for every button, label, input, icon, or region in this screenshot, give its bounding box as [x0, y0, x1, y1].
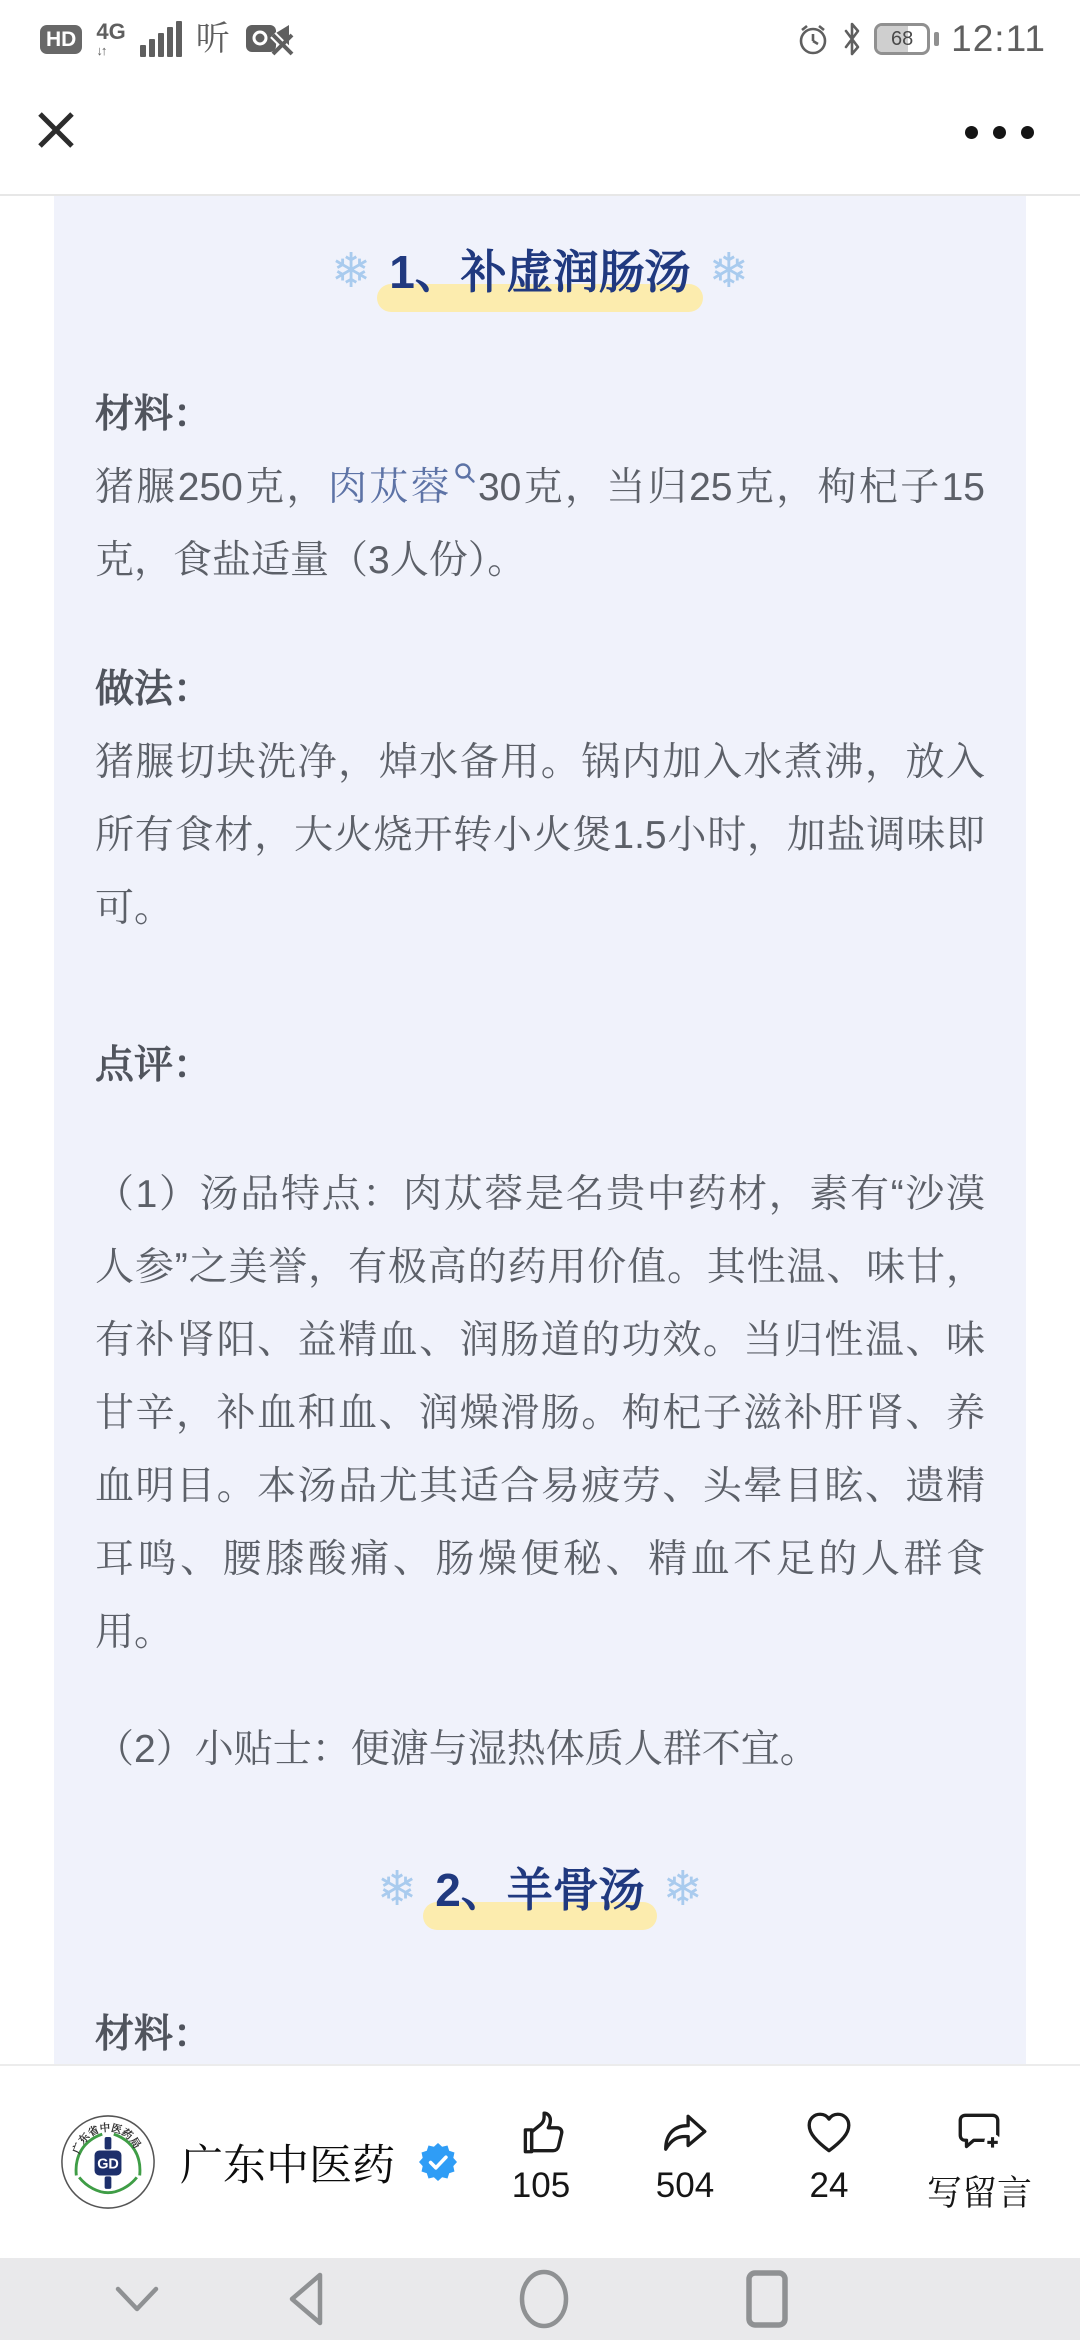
battery-indicator	[874, 23, 930, 55]
snowflake-icon: ❄	[376, 1863, 418, 1916]
herb-link[interactable]: 肉苁蓉	[327, 466, 452, 509]
more-menu-icon[interactable]	[965, 126, 1034, 139]
materials-heading-2: 材料：	[95, 2013, 213, 2056]
alarm-icon	[796, 22, 830, 56]
comment-label: 写留言	[926, 2174, 1032, 2213]
method-heading: 做法：	[95, 668, 213, 711]
heart-icon	[804, 2108, 854, 2158]
share-count: 504	[655, 2166, 715, 2205]
snowflake-icon: ❄	[330, 245, 372, 298]
account-row[interactable]	[60, 2114, 457, 2210]
recipe-title-2: 2、羊骨汤	[435, 1860, 645, 1920]
camera-muted-icon	[244, 20, 294, 58]
data-arrows-icon: ↓↑	[96, 43, 106, 58]
article-content	[54, 196, 1026, 2064]
navigation-bar	[0, 2258, 1080, 2340]
like-count: 105	[511, 2166, 571, 2205]
materials-text-post: 30克，当归25克，枸杞子15克，食盐适量（3人份）。	[95, 466, 985, 582]
network-type-indicator	[96, 21, 125, 57]
hide-navbar-chevron-icon[interactable]	[112, 2284, 162, 2314]
like-button[interactable]	[495, 2108, 587, 2216]
recipe-title-1: 1、补虚润肠汤	[389, 242, 691, 302]
method-paragraph: 猪𦟌切块洗净，焯水备用。锅内加入水煮沸，放入所有食材，大火烧开转小火煲1.5小时，加盐调味即可。	[95, 741, 985, 930]
snowflake-icon: ❄	[662, 1863, 704, 1916]
recents-icon[interactable]	[744, 2268, 790, 2330]
close-icon[interactable]	[34, 108, 78, 152]
favorite-count: 24	[809, 2166, 849, 2205]
comment-button[interactable]	[927, 2108, 1032, 2216]
network-label: 4G	[96, 19, 126, 44]
search-icon[interactable]	[454, 462, 476, 484]
account-name[interactable]: 广东中医药	[180, 2141, 395, 2190]
logo-monogram: GD	[97, 2156, 119, 2173]
favorite-button[interactable]	[783, 2108, 875, 2216]
snowflake-icon: ❄	[708, 245, 750, 298]
review-paragraph-2: （2）小贴士：便溏与湿热体质人群不宜。	[95, 1728, 819, 1771]
thumbs-up-icon	[516, 2108, 566, 2158]
materials-heading-1: 材料：	[95, 393, 213, 436]
comment-bubble-icon	[954, 2108, 1004, 2158]
verified-badge-icon	[419, 2143, 457, 2181]
battery-percent: 68	[891, 27, 914, 50]
account-logo	[60, 2114, 156, 2210]
review-heading: 点评：	[95, 1044, 213, 1087]
materials-text-pre: 猪𦟌250克，	[95, 466, 328, 509]
share-arrow-icon	[660, 2108, 710, 2158]
battery-nub	[934, 32, 939, 46]
bottom-action-bar	[0, 2064, 1080, 2258]
logo-arc-text: 广东省中医药局	[70, 2121, 143, 2156]
earpiece-mode-icon: 听	[195, 20, 230, 58]
status-bar	[0, 0, 1080, 64]
section-title-2	[95, 1860, 985, 1920]
share-button[interactable]	[639, 2108, 731, 2216]
home-icon[interactable]	[517, 2268, 571, 2330]
hd-voice-icon: HD	[40, 25, 82, 54]
back-icon[interactable]	[285, 2270, 327, 2328]
materials-paragraph-1	[95, 451, 985, 597]
bluetooth-icon	[842, 22, 862, 56]
status-time: 12:11	[951, 18, 1046, 59]
review-paragraph-1: （1）汤品特点：肉苁蓉是名贵中药材，素有“沙漠人参”之美誉，有极高的药用价值。其性温、味甘，有补肾阳、益精血、润肠道的功效。当归性温、味甘辛，补血和血、润燥滑肠。枸杞子滋补肝肾、养血明目。本汤品尤其适合易疲劳、头晕目眩、遗精耳鸣、腰膝酸痛、肠燥便秘、精血不足的人群食用。	[95, 1173, 985, 1654]
signal-strength-icon	[140, 21, 182, 57]
section-title-1	[95, 242, 985, 302]
article-actions	[495, 2108, 1032, 2216]
